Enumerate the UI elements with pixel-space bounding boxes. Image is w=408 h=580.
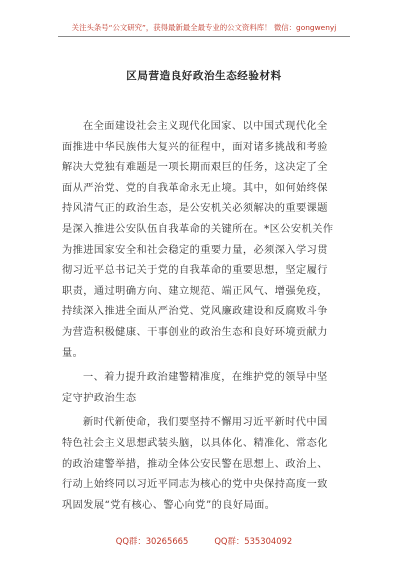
body-line: 量。 (62, 347, 84, 359)
body-line: 解决大党独有难题是一项长期而艰巨的任务，这决定了全 (62, 162, 328, 174)
body-line: 是深入推进公安队伍自我革命的关键所在。*区公安机关作 (62, 223, 334, 235)
body-line: 面推进中华民族伟大复兴的征程中，面对诸多挑战和考验 (62, 141, 328, 153)
section-heading-line: 定守护政治生态 (62, 392, 137, 404)
body-line: 特色社会主义思想武装头脑，以具体化、精准化、常态化 (62, 437, 328, 449)
section-heading-line: 一、着力提升政治建警精准度，在维护党的领导中坚 (83, 372, 328, 384)
header-notice: 关注头条号“公文研究”，获得最新最全最专业的公文资料库！ 微信：gongwenyj (71, 23, 337, 32)
body-line: 新时代新使命，我们要坚持不懈用习近平新时代中国 (83, 417, 328, 429)
document-title: 区局营造良好政治生态经验材料 (126, 70, 282, 82)
body-line: 行动上始终同以习近平同志为核心的党中央保持高度一致 (62, 479, 328, 491)
body-line: 职责，通过明确方向、建立规范、端正风气、增强免疫， (62, 285, 328, 297)
body-line: 彻习近平总书记关于党的自我革命的重要思想，坚定履行 (62, 265, 328, 277)
body-line: 巩固发展“党有核心、警心向党”的良好局面。 (62, 499, 276, 511)
body-line: 为推进国家安全和社会稳定的重要力量，必须深入学习贯 (62, 244, 328, 256)
body-line: 持续深入推进全面从严治党、党风廉政建设和反腐败斗争 (62, 306, 328, 318)
body-line: 在全面建设社会主义现代化国家、以中国式现代化全 (83, 121, 328, 132)
body-line: 的政治建警举措，推动全体公安民警在思想上、政治上、 (62, 458, 328, 470)
body-line: 持风清气正的政治生态，是公安机关必须解决的重要课题 (62, 203, 328, 215)
header-divider (58, 36, 350, 37)
footer-qq-group-2: QQ群：535304092 (214, 536, 293, 546)
body-line: 面从严治党、党的自我革命永无止境。其中，如何始终保 (62, 182, 328, 194)
body-line: 为营造积极健康、干事创业的政治生态和良好环境贡献力 (62, 326, 328, 338)
footer-qq-group-1: QQ群：30265665 (115, 536, 189, 546)
document-body (62, 117, 348, 516)
footer-contacts (0, 535, 408, 547)
